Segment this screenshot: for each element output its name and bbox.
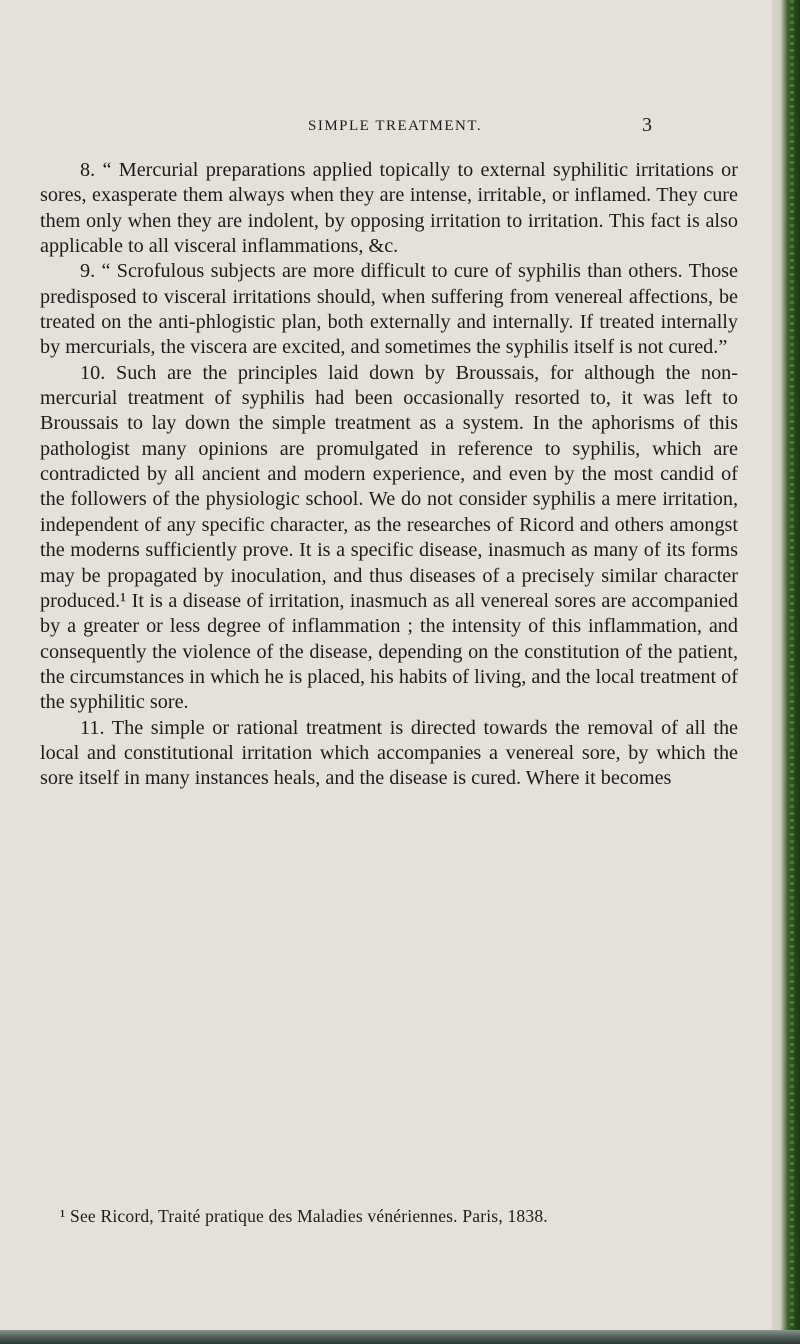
paragraph-number: 8. — [80, 159, 96, 181]
paragraph-11 — [40, 716, 738, 792]
paragraph-text: Such are the principles laid down by Broussais, for although the non-mercurial treatment of syphilis had been occasionally resorted to, it was left to Broussais to lay down the simple treatment as a system. In the aphorisms of this pathologist many opinions are promulgated in reference to syphilis, which are contradicted by all ancient and modern experience, and even by the most candid of the followers of the physiologic school. We do not consider syphilis a mere irritation, independent of any specific character, as the researches of Ricord and others amongst the moderns sufficiently prove. It is a specific disease, inasmuch as many of its forms may be propagated by inoculation, and thus diseases of a precisely similar character produced.¹ It is a disease of irritation, inasmuch as all venereal sores are accompanied by a greater or less degree of inflammation ; the intensity of this inflammation, and consequently the violence of the disease, depending on the constitution of the patient, the circumstances in which he is placed, his habits of living, and the local treatment of the syphilitic sore. — [40, 361, 738, 714]
paragraph-9 — [40, 259, 738, 360]
page-header — [0, 114, 772, 142]
body-text — [40, 158, 738, 792]
bottom-edge — [0, 1330, 800, 1344]
paragraph-number: 9. — [80, 260, 96, 283]
footnote: ¹ See Ricord, Traité pratique des Maladies vénériennes. Paris, 1838. — [60, 1206, 548, 1226]
paragraph-8 — [40, 158, 738, 259]
paragraph-text: The simple or rational treatment is directed towards the removal of all the local and constitutional irritation which accompanies a venereal sore, by which the sore itself in many instances heals, and the disease is cured. Where it becomes — [40, 716, 738, 790]
paragraph-text: “ Scrofulous subjects are more difficult to cure of syphilis than others. Those predisposed to visceral irritations should, when suffering from venereal affections, be treated on the anti-phlogistic plan, both externally and internally. If treated internally by mercurials, the viscera are excited, and sometimes the syphilis itself is not cured.” — [40, 260, 738, 359]
paragraph-text: “ Mercurial preparations applied topically to external syphilitic irritations or sores, exasperate them always when they are intense, irritable, or inflamed. They cure them only when they are indolent, by opposing irritation to irritation. This fact is also applicable to all visceral inflammations, &c. — [40, 159, 739, 258]
paragraph-number: 11. — [80, 716, 105, 739]
book-edge — [772, 0, 800, 1344]
paragraph-number: 10. — [80, 361, 106, 384]
running-head: SIMPLE TREATMENT. — [308, 118, 483, 134]
edge-texture — [790, 0, 794, 1344]
page-number: 3 — [642, 114, 652, 136]
paragraph-10 — [40, 361, 738, 716]
